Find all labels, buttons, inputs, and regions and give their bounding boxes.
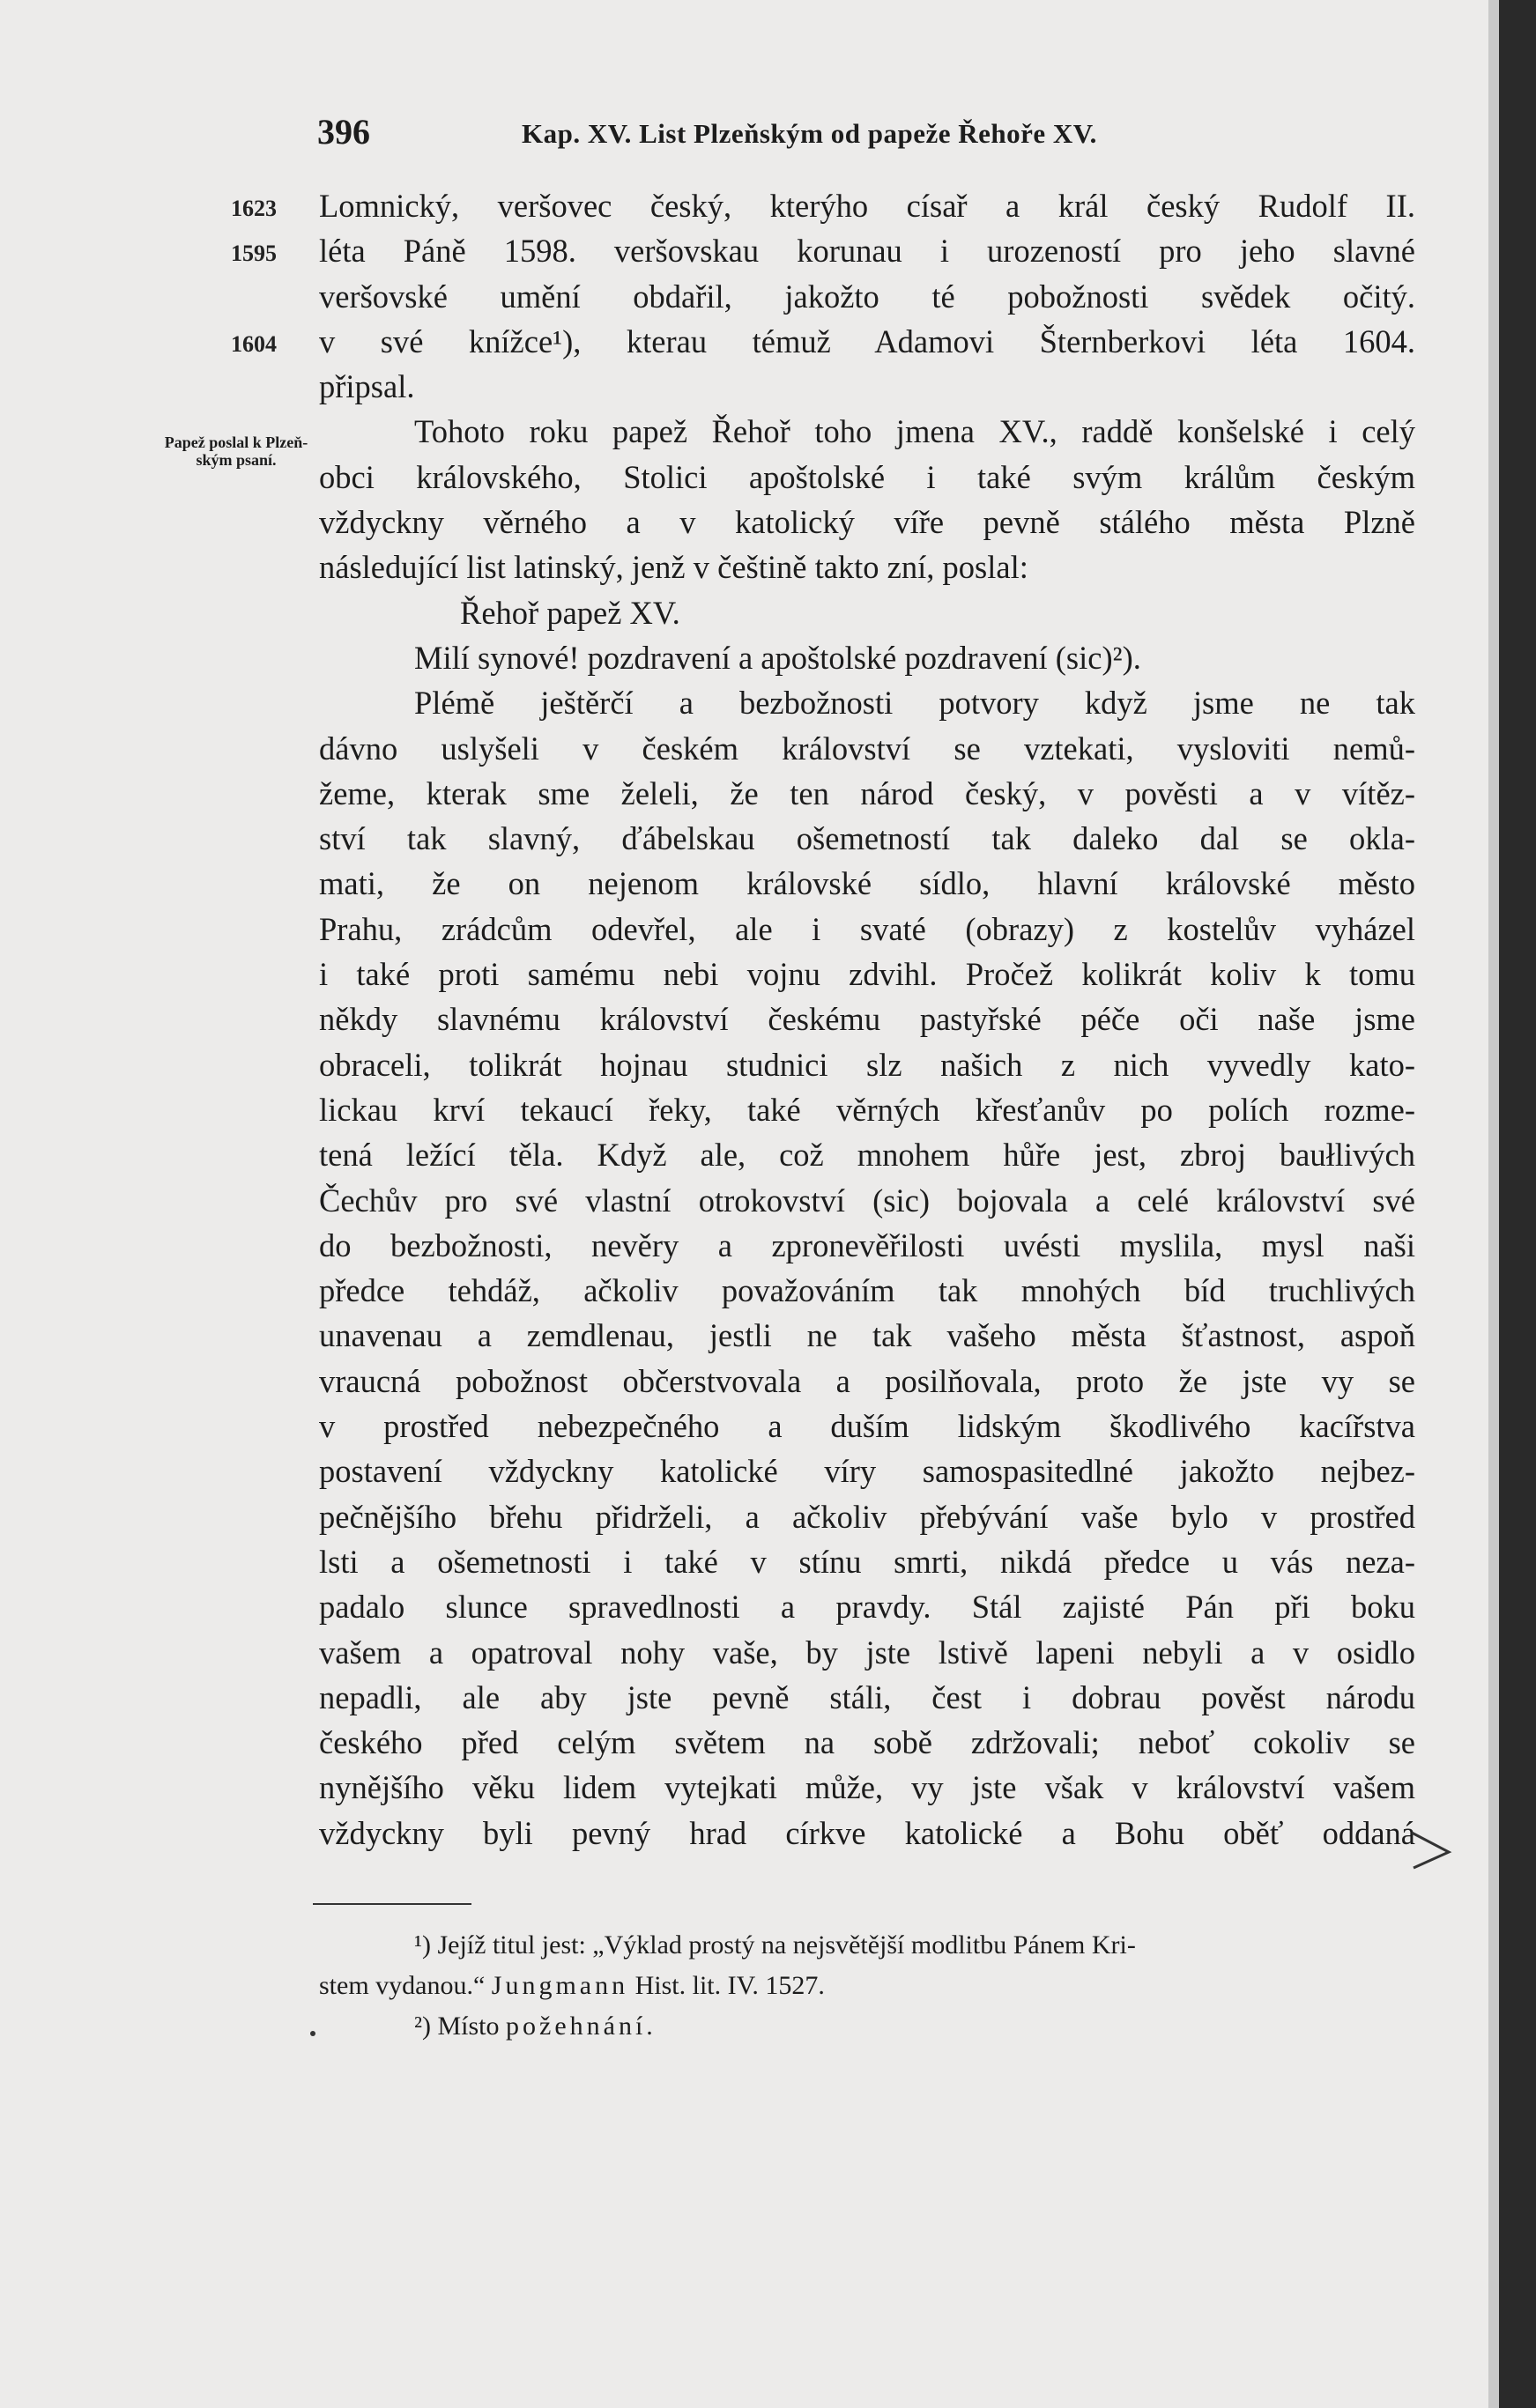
page-edge-shadow — [1488, 0, 1499, 2408]
text-line: lsti a ošemetnosti i také v stínu smrti, nikdá předce u vás neza- — [319, 1543, 1415, 1580]
footnote-2-word: požehnání. — [506, 2012, 657, 2041]
pencil-arrow-mark — [1410, 1824, 1454, 1877]
footnote-1-text: stem vydanou.“ — [319, 1971, 486, 2000]
footnote-1-author: Jungmann — [491, 1971, 629, 2000]
text-line: Lomnický, veršovec český, kterýho císař a král český Rudolf II. — [319, 188, 1415, 224]
margin-year-1595: 1595 — [231, 241, 277, 266]
text-line: Čechův pro své vlastní otrokovství (sic) bojovala a celé království své — [319, 1182, 1415, 1219]
footnote-rule — [313, 1903, 471, 1905]
text-line: následující list latinský, jenž v češtině takto zní, poslal: — [319, 549, 1028, 586]
text-line: unavenau a zemdlenau, jestli ne tak vašeho města šťastnost, aspoň — [319, 1317, 1415, 1354]
text-line: v prostřed nebezpečného a duším lidským škodlivého kacířstva — [319, 1408, 1415, 1445]
margin-year-1623: 1623 — [231, 196, 277, 221]
text-line: Plémě ještěrčí a bezbožnosti potvory když jsme ne tak — [414, 685, 1415, 722]
body-text — [319, 183, 1415, 1856]
text-line: Prahu, zrádcům odevřel, ale i svaté (obrazy) z kostelův vyházel — [319, 910, 1415, 947]
ink-dot — [310, 2031, 315, 2036]
margin-year-1604: 1604 — [231, 331, 277, 357]
page-header — [317, 111, 1410, 164]
text-line: připsal. — [319, 368, 415, 405]
text-line: padalo slunce spravedlnosti a pravdy. Stál zajisté Pán při boku — [319, 1589, 1415, 1626]
text-line: nynějšího věku lidem vytejkati může, vy jste však v království vašem — [319, 1769, 1415, 1806]
text-line: předce tehdáž, ačkoliv považováním tak mnohých bíd truchlivých — [319, 1272, 1415, 1309]
text-line: vašem a opatroval nohy vaše, by jste lstivě lapeni nebyli a v osidlo — [319, 1634, 1415, 1671]
text-line: do bezbožnosti, nevěry a zpronevěřilosti uvésti myslila, mysl naši — [319, 1226, 1415, 1263]
letter-salutation-author: Řehoř papež XV. — [460, 594, 680, 631]
text-line: obraceli, tolikrát hojnau studnici slz našich z nich vyvedly kato- — [319, 1046, 1415, 1083]
text-line: v své knížce¹), kterau témuž Adamovi Šternberkovi léta 1604. — [319, 322, 1415, 359]
footnote-2 — [319, 2006, 1415, 2047]
text-line: dávno uslyšeli v českém království se vztekati, vysloviti nemů- — [319, 730, 1415, 767]
text-line: veršovské umění obdařil, jakožto té pobožnosti svědek očitý. — [319, 278, 1415, 315]
text-line: vždyckny věrného a v katolický víře pevně stálého města Plzně — [319, 504, 1415, 541]
footnote-1-reference: Hist. lit. IV. 1527. — [634, 1971, 825, 2000]
text-line: nepadli, ale aby jste pevně stáli, čest i dobrau pověst národu — [319, 1678, 1415, 1715]
text-line: postavení vždyckny katolické víry samospasitedlné jakožto nejbez- — [319, 1453, 1415, 1490]
footnote-1-line-1: ¹) Jejíž titul jest: „Výklad prostý na nejsvětější modlitbu Pánem Kri- — [414, 1930, 1136, 1960]
text-line: léta Páně 1598. veršovskau korunau i urozeností pro jeho slavné — [319, 233, 1415, 270]
running-head: Kap. XV. List Plzeňským od papeže Řehoře XV. — [522, 118, 1097, 149]
text-line: mati, že on nejenom královské sídlo, hlavní královské město — [319, 865, 1415, 902]
text-line: českého před celým světem na sobě zdržovali; neboť cokoliv se — [319, 1724, 1415, 1761]
text-line: tená ležící těla. Když ale, což mnohem hůře jest, zbroj baułlivých — [319, 1137, 1415, 1174]
text-line: obci královského, Stolici apoštolské i také svým králům českým — [319, 458, 1415, 495]
scan-border — [1499, 0, 1536, 2408]
footnote-1-line-2 — [319, 1966, 1415, 2006]
margin-note-letter: Papež poslal k Plzeň-ským psaní. — [164, 433, 308, 469]
page-number: 396 — [317, 112, 370, 152]
text-line: žeme, kterak sme želeli, že ten národ český, v pověsti a v vítěz- — [319, 774, 1415, 811]
footnotes — [319, 1925, 1415, 2047]
text-line: pečnějšího břehu přidrželi, a ačkoliv přebývání vaše bylo v prostřed — [319, 1498, 1415, 1535]
footnote-2-marker: ²) Místo — [414, 2012, 500, 2041]
text-line: lickau krví tekaucí řeky, také věrných křesťanův po polích rozme- — [319, 1091, 1415, 1128]
text-line: i také proti samému nebi vojnu zdvihl. Pročež kolikrát koliv k tomu — [319, 956, 1415, 993]
letter-greeting: Milí synové! pozdravení a apoštolské pozdravení (sic)²). — [414, 639, 1141, 676]
text-line: vraucná pobožnost občerstvovala a posilňovala, proto že jste vy se — [319, 1362, 1415, 1399]
text-line: ství tak slavný, ďábelskau ošemetností tak daleko dal se okla- — [319, 820, 1415, 857]
text-line: Tohoto roku papež Řehoř toho jmena XV., raddě konšelské i celý — [414, 413, 1415, 450]
text-line: vždyckny byli pevný hrad církve katolické a Bohu oběť oddaná — [319, 1814, 1415, 1851]
text-line: někdy slavnému království českému pastyřské péče oči naše jsme — [319, 1001, 1415, 1038]
